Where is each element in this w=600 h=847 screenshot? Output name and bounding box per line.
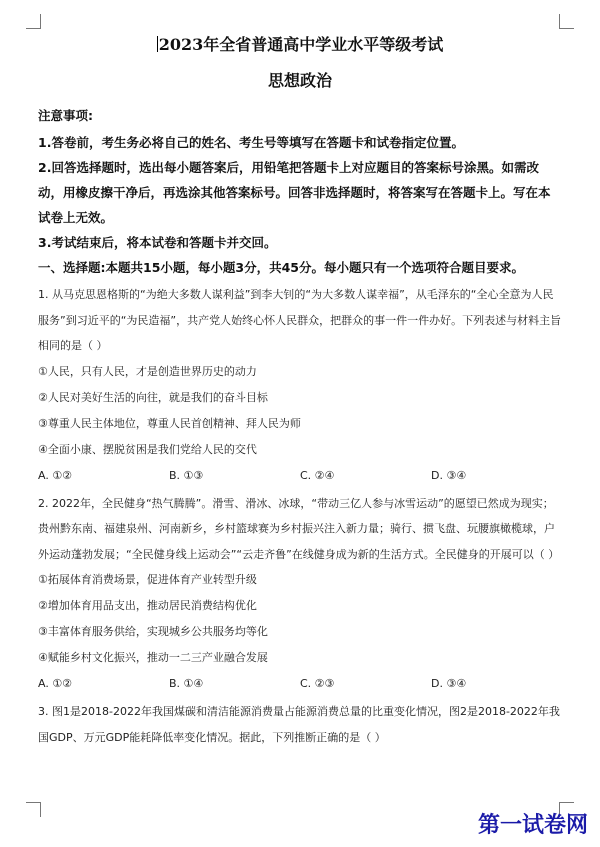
- notice-item-3: 3.考试结束后，将本试卷和答题卡并交回。: [38, 235, 277, 250]
- choice-b: B. ①③: [169, 468, 204, 482]
- statement-option: ④赋能乡村文化振兴，推动一二三产业融合发展: [38, 651, 268, 664]
- question-3: [38, 699, 562, 750]
- site-watermark: 第一试卷网: [477, 813, 588, 838]
- document-page: [38, 30, 562, 750]
- statement-option: ①拓展体育消费场景，促进体育产业转型升级: [38, 573, 257, 586]
- notice-heading: 注意事项:: [38, 108, 93, 123]
- choice-c: C. ②④: [300, 468, 335, 482]
- statement-option: ③尊重人民主体地位，尊重人民首创精神、拜人民为师: [38, 416, 301, 430]
- question-stem: 2. 2022年，全民健身“热气腾腾”。滑雪、滑冰、冰球，“带动三亿人参与冰雪运动”的愿望已然成为现实；贵州黔东南、福建泉州、河南新乡，乡村篮球赛为乡村振兴注入新力量；骑行、掼飞盘、玩腰旗橄榄球，户外运动蓬勃发展；“全民健身线上运动会”“云走齐鲁”在线健身成为新的生活方式。全民健身的开展可以（ ）: [38, 496, 560, 561]
- statement-option: ④全面小康、摆脱贫困是我们党给人民的交代: [38, 442, 257, 456]
- choice-a: A. ①②: [38, 468, 73, 482]
- crop-mark-bottom-left: [26, 802, 41, 817]
- section-heading: 一、选择题:本题共15小题，每小题3分，共45分。每小题只有一个选项符合题目要求。: [38, 260, 524, 275]
- crop-mark-top-right: [559, 14, 574, 29]
- exam-title: [38, 34, 562, 56]
- exam-title-text: 2023年全省普通高中学业水平等级考试: [158, 35, 444, 54]
- question-stem: 1. 从马克思恩格斯的“为绝大多数人谋利益”到李大钊的“为大多数人谋幸福”，从毛泽东的“全心全意为人民服务”到习近平的“为民造福”，共产党人始终心怀人民群众，把群众的事一件一件办好。下列表述与材料主旨相同的是（ ）: [38, 288, 562, 352]
- answer-choices: [38, 463, 562, 489]
- text-cursor: [157, 36, 158, 52]
- answer-choices: [38, 671, 562, 697]
- statement-option: ①人民，只有人民，才是创造世界历史的动力: [38, 364, 257, 378]
- subject-title: 思想政治: [267, 71, 332, 90]
- notice-item-2: 2.回答选择题时，选出每小题答案后，用铅笔把答题卡上对应题目的答案标号涂黑。如需改动，用橡皮擦干净后，再选涂其他答案标号。回答非选择题时，将答案写在答题卡上。写在本试卷上无效。: [38, 160, 551, 225]
- crop-mark-top-left: [26, 14, 41, 29]
- choice-d: D. ③④: [431, 468, 467, 482]
- notice-item-1: 1.答卷前，考生务必将自己的姓名、考生号等填写在答题卡和试卷指定位置。: [38, 135, 464, 150]
- choice-b: B. ①④: [169, 677, 204, 690]
- statement-option: ②增加体育用品支出，推动居民消费结构优化: [38, 599, 257, 612]
- choice-c: C. ②③: [300, 677, 335, 690]
- question-1: [38, 282, 562, 489]
- choice-d: D. ③④: [431, 677, 467, 690]
- question-2: [38, 491, 562, 698]
- choice-a: A. ①②: [38, 677, 73, 690]
- statement-option: ③丰富体育服务供给，实现城乡公共服务均等化: [38, 625, 268, 638]
- statement-option: ②人民对美好生活的向往，就是我们的奋斗目标: [38, 390, 268, 404]
- question-stem: 3. 图1是2018-2022年我国煤碳和清洁能源消费量占能源消费总量的比重变化情况，图2是2018-2022年我国GDP、万元GDP能耗降低率变化情况。据此，下列推断正确的是（ ）: [38, 705, 560, 744]
